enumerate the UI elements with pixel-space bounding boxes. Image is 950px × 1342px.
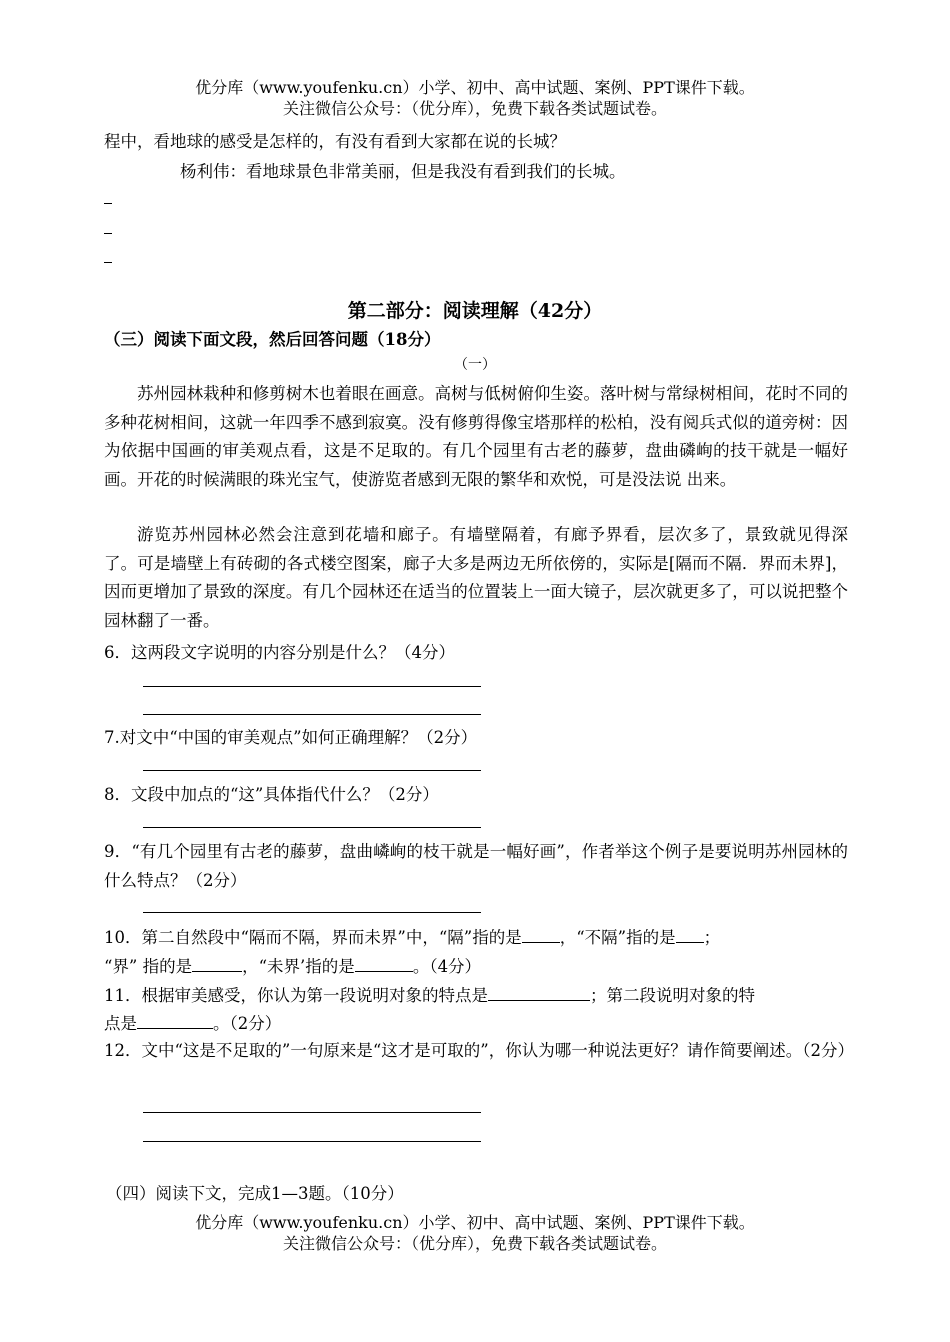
intro-line-2: 杨利伟：看地球景色非常美丽，但是我没有看到我们的长城。: [180, 162, 626, 181]
section4-title: （四）阅读下文，完成1—3题。（10分）: [106, 1184, 404, 1203]
q10-text-c: ；: [703, 928, 721, 947]
intro-line-1: 程中，看地球的感受是怎样的，有没有看到大家都在说的长城？: [104, 132, 566, 151]
dash-mark: [104, 262, 112, 263]
blank-feature-2[interactable]: [137, 1013, 213, 1029]
answer-line[interactable]: [143, 827, 481, 828]
question-10-line-1: [104, 924, 720, 948]
q10-text-e: ，“未界’指的是: [242, 957, 355, 976]
header-line-1: 优分库（www.youfenku.cn）小学、初中、高中试题、案例、PPT课件下载。: [195, 78, 755, 97]
q11-text-c: 点是: [104, 1014, 137, 1033]
blank-weijie[interactable]: [355, 956, 413, 972]
passage-paragraph-2: 游览苏州园林必然会注意到花墙和廊子。有墙壁隔着，有廊予界看，层次多了，景致就见得深 了。可是墙壁上有砖砌的各式楼空图案，廊子大多是两边无所依傍的，实际是[隔而不隔．界而未界]，因而更增加了景致的深度。有几个园林还在适当的位置装上一面大镜子，层次就更多了，可以说把整个园林翻了一番。: [104, 525, 848, 630]
question-7: 7.对文中“中国的审美观点”如何正确理解？（2分）: [104, 728, 478, 747]
dash-mark: [104, 233, 112, 234]
question-12: 12．文中“这是不足取的”一句原来是“这才是可取的”，你认为哪一种说法更好？请作简要阐述。（2分）: [104, 1041, 854, 1060]
question-11-line-2: [104, 1010, 281, 1034]
answer-line[interactable]: [143, 1141, 481, 1142]
q11-text-a: 11．根据审美感受，你认为第一段说明对象的特点是: [104, 986, 488, 1005]
part2-title: 第二部分：阅读理解（42分）: [347, 300, 603, 322]
answer-line[interactable]: [143, 714, 481, 715]
q10-text-a: 10．第二自然段中“隔而不隔，界而未界”中，“隔”指的是: [104, 928, 522, 947]
dash-mark: [104, 203, 112, 204]
answer-line[interactable]: [143, 770, 481, 771]
q11-text-b: ；第二段说明对象的特: [590, 986, 755, 1005]
question-10-line-2: [104, 953, 481, 977]
blank-ge[interactable]: [522, 927, 560, 943]
sub-label: （一）: [454, 357, 496, 373]
answer-line[interactable]: [143, 1112, 481, 1113]
passage-paragraph-1: 苏州园林栽种和修剪树木也着眼在画意。高树与低树俯仰生姿。落叶树与常绿树相间，花时不同的多种花树相间，这就一年四季不感到寂寞。没有修剪得像宝塔那样的松柏，没有阅兵式似的道旁树：因为依据中国画的审美观点看，这是不足取的。有几个园里有古老的藤萝，盘曲磷峋的技干就是一幅好画。开花的时候满眼的珠光宝气，使游览者感到无限的繁华和欢悦，可是没法说 出来。: [104, 384, 848, 489]
question-9: 9．“有几个园里有古老的藤萝，盘曲嶙峋的枝干就是一幅好画”，作者举这个例子是要说明苏州园林的什么特点？（2分）: [104, 842, 848, 890]
footer-line-2: 关注微信公众号：（优分库），免费下载各类试题试卷。: [282, 1234, 667, 1253]
question-6: 6．这两段文字说明的内容分别是什么？（4分）: [104, 643, 455, 662]
blank-jie[interactable]: [192, 956, 242, 972]
blank-buge[interactable]: [676, 927, 704, 943]
question-8: 8．文段中加点的“这”具体指代什么？（2分）: [104, 785, 439, 804]
footer-line-1: 优分库（www.youfenku.cn）小学、初中、高中试题、案例、PPT课件下载。: [195, 1213, 755, 1232]
section3-title: （三）阅读下面文段，然后回答问题（18分）: [104, 330, 441, 349]
q10-text-f: 。（4分）: [412, 957, 482, 976]
blank-feature-1[interactable]: [488, 985, 590, 1001]
q10-text-b: ，“不隔”指的是: [559, 928, 676, 947]
answer-line[interactable]: [143, 686, 481, 687]
header-line-2: 关注微信公众号：（优分库），免费下载各类试题试卷。: [282, 99, 667, 118]
q11-text-d: 。（2分）: [213, 1014, 282, 1033]
question-11-line-1: [104, 982, 755, 1006]
answer-line[interactable]: [143, 912, 481, 913]
q10-text-d: “界” 指的是: [104, 957, 193, 976]
